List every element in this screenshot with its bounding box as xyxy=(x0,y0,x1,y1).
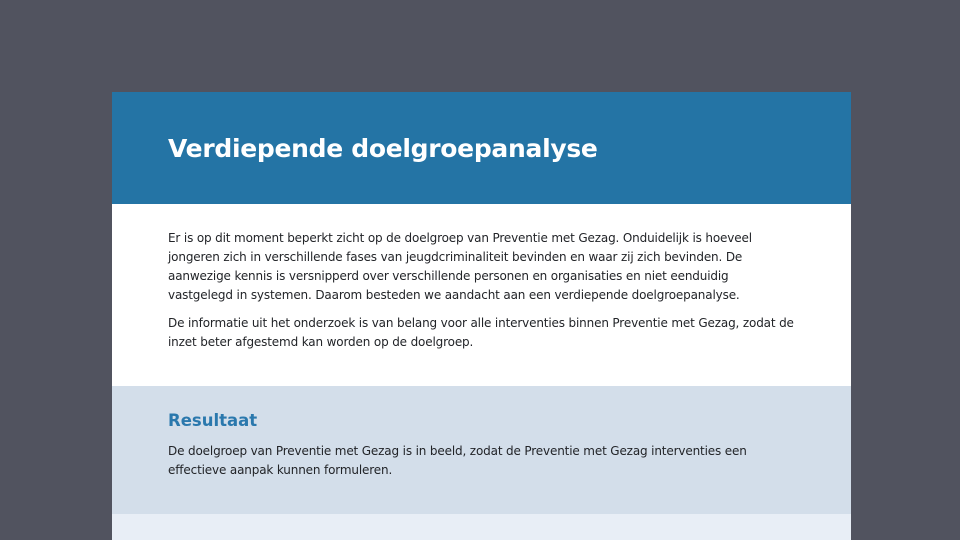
result-section xyxy=(112,386,851,514)
intro-paragraph-2: De informatie uit het onderzoek is van belang voor alle interventies binnen Preventie met Gezag, zodat de inzet beter afgestemd kan worden op de doelgroep. xyxy=(168,316,794,349)
next-section xyxy=(112,514,851,540)
page-title: Verdiepende doelgroepanalyse xyxy=(168,134,598,163)
content-card xyxy=(112,92,851,540)
result-heading: Resultaat xyxy=(168,411,258,430)
intro-section xyxy=(112,204,851,386)
intro-paragraph-1: Er is op dit moment beperkt zicht op de doelgroep van Preventie met Gezag. Onduidelijk is hoeveel jongeren zich in verschillende fases van jeugdcriminaliteit bevinden en waar zij zich bevinden. De aanwezige kennis is versnipperd over verschillende personen en organisaties en niet eenduidig vastgelegd in systemen. Daarom besteden we aandacht aan een verdiepende doelgroepanalyse. xyxy=(168,231,752,302)
card-header xyxy=(112,92,851,204)
result-text: De doelgroep van Preventie met Gezag is in beeld, zodat de Preventie met Gezag interventies een effectieve aanpak kunnen formuleren. xyxy=(168,444,747,477)
